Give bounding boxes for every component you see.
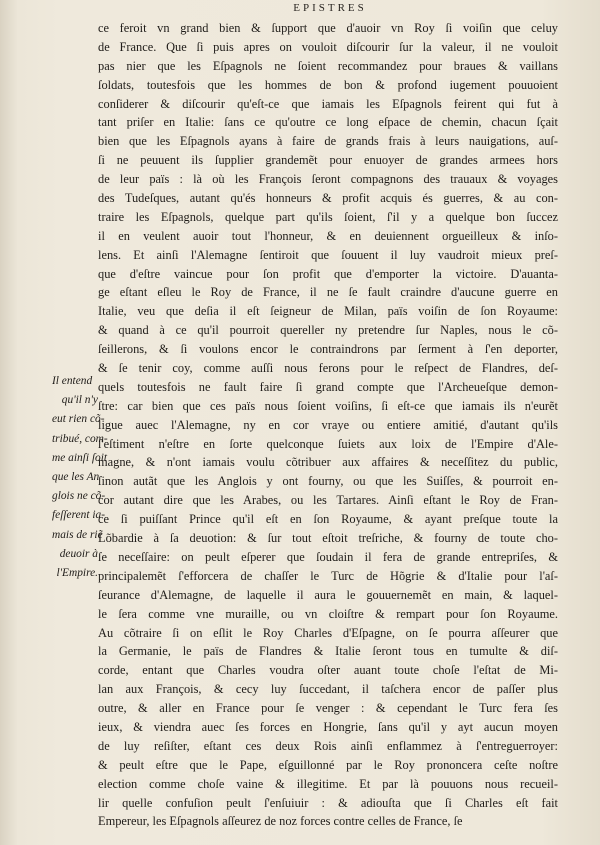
body-line: ſi ne peuuent ils ſupplier grandemẽt pour enuoyer de grandes armees hors	[98, 153, 558, 168]
margin-note-line: tribué, com-	[52, 432, 108, 445]
body-line: pas nier que les Eſpagnols ne ſoient recommandez pour braues & vaillans	[98, 58, 558, 73]
body-line: lens. Et ainſi l'Alemagne ſentiroit que ſouuent il luy vaudroit mieux preſ-	[98, 247, 558, 262]
body-line: election comme choſe vaine & illegitime. Et par là pouuons nous recueil-	[98, 776, 558, 791]
body-line: Au cõtraire ſi on eſlit le Roy Charles d'Eſpagne, on ſe pourra aſſeurer que	[98, 625, 558, 640]
body-line: la Germanie, le païs de Flandres & Italie ſeront tous en tumulte & diſ-	[98, 644, 558, 659]
body-line: Lõbardie à ſa deuotion: & ſur tout eſtoit treſriche, & fourny de toute cho-	[98, 531, 558, 546]
margin-note-line: qu'il n'y	[61, 394, 98, 407]
body-line: lan aux François, & cecy luy ſuccedant, il taſchera encor de paſſer plus	[98, 682, 558, 697]
body-line: de luy reſiſter, eſtant ces deux Rois ainſi enflammez à ſ'entreguerroyer:	[98, 738, 558, 753]
body-line: de France. Que ſi puis apres on vouloit diſcourir ſur la valeur, il ne vouloit	[98, 39, 558, 54]
body-line: traire les Eſpagnols, quelque part qu'ils ſoient, ſ'il y a quelque bon ſuccez	[98, 209, 558, 224]
body-line: lir quelle confuſion peult ſ'enſuiuir : & adiouſta que ſi Charles eſt fait	[98, 795, 558, 810]
body-line: & quand à ce qu'il pourroit quereller ny pretendre ſur Naples, nous le cõ-	[98, 323, 558, 338]
body-line: ſinon autãt que les Anglois y ont fourny, ou que les Suiſſes, & pourroit en-	[98, 474, 558, 489]
body-line: principalemẽt ſ'efforcera de chaſſer le Turc de Hõgrie & d'Italie pour l'aſ-	[98, 568, 558, 583]
body-line: quels toutesfois ne fault faire ſi grand compte que l'Archeueſque demon-	[98, 379, 558, 394]
body-line: corde, entant que Charles voudra oſter auant toute choſe l'eſtat de Mi-	[98, 663, 558, 678]
margin-note-line: mais de riẽ	[52, 528, 103, 541]
margin-note-line: Il entend	[52, 375, 93, 387]
margin-note-line: deuoir à	[59, 547, 98, 560]
margin-note-line: glois ne cõ-	[52, 490, 106, 503]
body-line: magne, & n'ont iamais voulu cõtribuer aux affaires & neceſſitez du public,	[98, 455, 558, 470]
body-line: ſ'eſtiment n'eſtre en ſorte quelconque ſuiets aux loix de l'Empire d'Ale-	[98, 436, 558, 451]
body-line: ce ſi puiſſant Prince qu'il eſt en ſon Royaume, & ayant preſque toute la	[98, 512, 558, 527]
body-line: & ſe tenir coy, comme auſſi nous ferons pour le reſpect de Flandres, deſ-	[98, 361, 558, 376]
body-line: cor autant dire que les Arabes, ou les Tartares. Ainſi eſtant le Roy de Fran-	[98, 493, 558, 508]
body-line: ſe neceſſaire: on peult eſperer que ſoudain il fera de grande entrepriſes, &	[98, 549, 558, 564]
body-line: outre, & aller en France pour ſe venger : & cependant le Turc fera ſes	[98, 701, 558, 716]
running-head	[0, 2, 600, 14]
body-line: ge eſtant eſleu le Roy de France, il ne ſe fault craindre d'aucune guerre en	[98, 285, 558, 300]
body-line: & peult eſtre que le Pape, eſguillonné par le Roy prononcera ceſte noſtre	[98, 757, 558, 772]
margin-note-line: feſſerent ia-	[52, 509, 106, 522]
body-line: bien que les Eſpagnols ayans à faire de grands frais à leurs nauigations, auſ-	[98, 134, 558, 149]
body-line: il en veulent auoir tout l'honneur, & en deuiennent orgueilleux & inſo-	[98, 228, 558, 243]
body-line: ſtre: car bien que ces païs nous ſoient voiſins, ſi eſt-ce que iamais ils n'eurẽt	[98, 398, 558, 413]
body-line: ſeurance d'Alemagne, de laquelle il aura le gouuernemẽt en main, & laquel-	[98, 587, 558, 602]
body-line: de leur païs : là où les François ſeront compagnons des trauaux & voyages	[98, 172, 558, 187]
margin-note-line: me ainſi ſoit	[52, 451, 108, 464]
margin-note-line: que les An	[52, 470, 100, 483]
body-line: ieux, & viendra auec ſes forces en Hongrie, ſans qu'il y ayt aucun moyen	[98, 719, 558, 734]
margin-note-line: l'Empire.	[56, 566, 98, 579]
body-line: ligue auec l'Alemagne, ny en cor vraye ou entiere amitié, d'autant qu'ils	[98, 417, 558, 432]
body-line: conſiderer & diſcourir qu'eſt-ce que iamais les Eſpagnols feirent qui fut à	[98, 96, 558, 111]
body-line: ce feroit vn grand bien & ſupport que d'auoir vn Roy ſi voiſin que celuy	[98, 21, 558, 35]
body-line: Empereur, les Eſpagnols aſſeurez de noz forces contre celles de France, ſe	[98, 814, 463, 829]
body-line: le ſera comme vne muraille, ou vn cloiſtre & rempart pour ſon Royaume.	[98, 606, 558, 621]
body-line: tant priſer en Italie: ſans ce qu'outre ce long eſpace de chemin, chacun ſçait	[98, 115, 558, 130]
body-line: Italie, veu que deſia il eſt ſeigneur de Milan, païs voiſin de ſon Royaume:	[98, 304, 558, 319]
body-text	[98, 19, 558, 831]
body-line: des Tudeſques, autant qu'és honneurs & profit acquis és guerres, & au con-	[98, 191, 558, 206]
running-head-title: EPISTRES	[293, 2, 367, 14]
margin-note	[52, 372, 108, 583]
margin-note-line: eut rien cõ-	[52, 413, 105, 426]
body-line: que d'eſtre vaincue pour ſon profit que d'emporter la victoire. D'auanta-	[98, 266, 558, 281]
body-line: ſeillerons, & ſi voulons encor le contraindrons par ſerment à ſ'en deporter,	[98, 342, 558, 357]
body-line: ſoldats, toutesfois que les hommes de bon & profond iugement pouuoient	[98, 77, 558, 92]
